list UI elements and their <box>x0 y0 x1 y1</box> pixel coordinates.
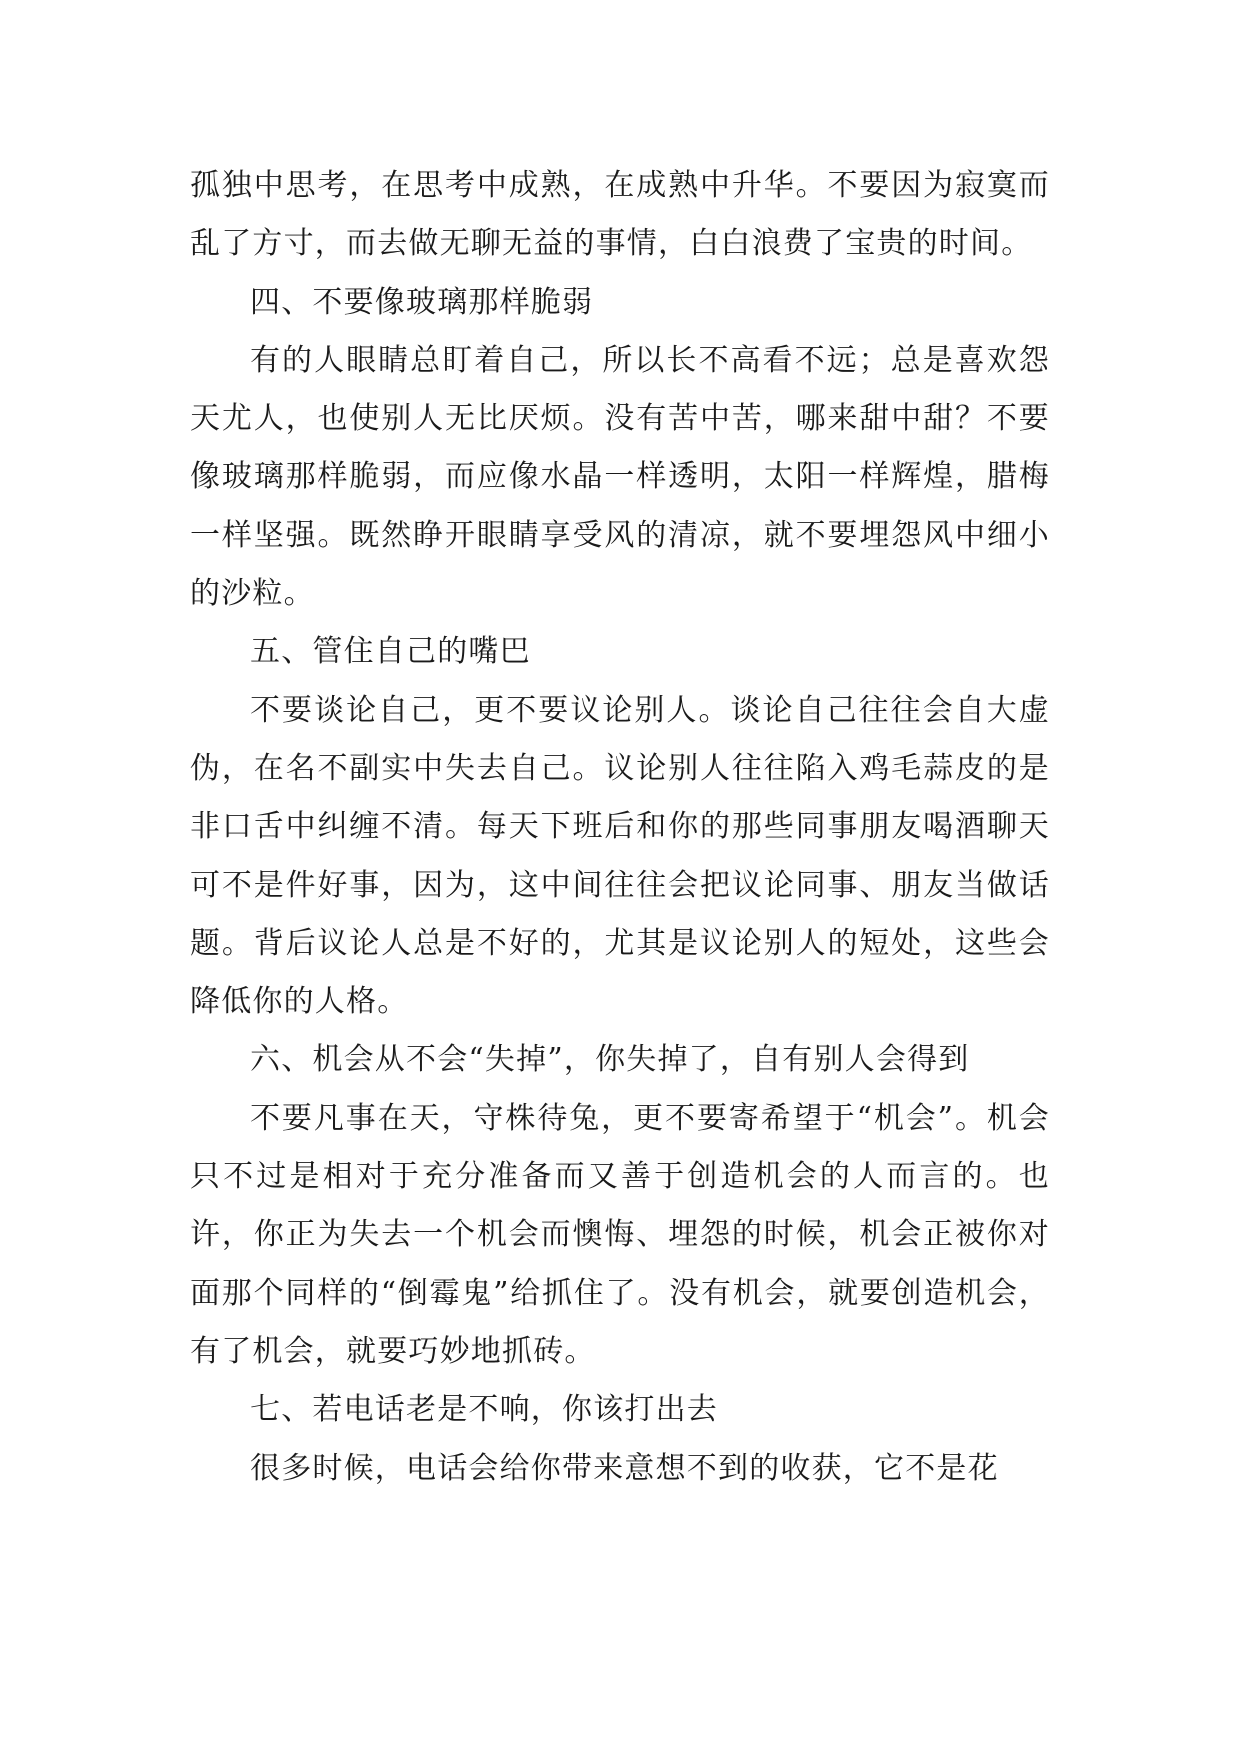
section-heading: 五、管住自己的嘴巴 <box>250 634 531 670</box>
paragraph: 不要凡事在天，守株待兔，更不要寄希望于“机会”。机会只不过是相对于充分准备而又善于创造机会的人而言的。也许，你正为失去一个机会而懊悔、埋怨的时候，机会正被你对面那个同样的“倒霉鬼”给抓住了。没有机会，就要创造机会，有了机会，就要巧妙地抓砖。 <box>190 1100 1050 1369</box>
document-body <box>190 157 1050 1498</box>
section-heading: 六、机会从不会“失掉”，你失掉了，自有别人会得到 <box>250 1042 970 1078</box>
paragraph: 不要谈论自己，更不要议论别人。谈论自己往往会自大虚伪，在名不副实中失去自己。议论别人往往陷入鸡毛蒜皮的是非口舌中纠缠不清。每天下班后和你的那些同事朋友喝酒聊天可不是件好事，因为，这中间往往会把议论同事、朋友当做话题。背后议论人总是不好的，尤其是议论别人的短处，这些会降低你的人格。 <box>190 692 1050 1020</box>
paragraph: 孤独中思考，在思考中成熟，在成熟中升华。不要因为寂寞而乱了方寸，而去做无聊无益的事情，白白浪费了宝贵的时间。 <box>190 168 1050 262</box>
section-heading: 四、不要像玻璃那样脆弱 <box>250 284 594 320</box>
paragraph: 很多时候，电话会给你带来意想不到的收获，它不是花 <box>250 1450 999 1486</box>
paragraph: 有的人眼睛总盯着自己，所以长不高看不远；总是喜欢怨天尤人，也使别人无比厌烦。没有苦中苦，哪来甜中甜？不要像玻璃那样脆弱，而应像水晶一样透明，太阳一样辉煌，腊梅一样坚强。既然睁开眼睛享受风的清凉，就不要埋怨风中细小的沙粒。 <box>190 342 1050 612</box>
section-heading: 七、若电话老是不响，你该打出去 <box>250 1392 718 1428</box>
